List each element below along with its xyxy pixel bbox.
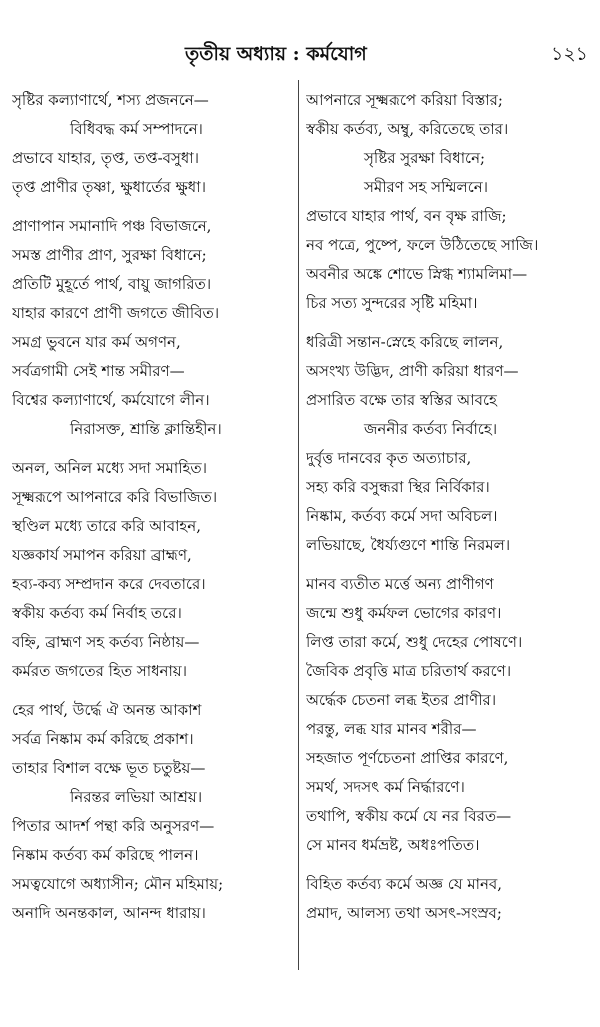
verse-line: সূক্ষ্মরূপে আপনারে করি বিভাজিত। (12, 488, 218, 506)
verse-line: সমগ্র ভুবনে যার কর্ম অগণন, (12, 333, 181, 351)
verse-line: বিধিবদ্ধ কর্ম সম্পাদনে। (70, 120, 203, 138)
verse-line: সমীরণ সহ সম্মিলনে। (364, 178, 489, 196)
verse-line: আপনারে সূক্ষ্মরূপে করিয়া বিস্তার; (306, 91, 503, 109)
verse-stanza (306, 870, 598, 928)
verse-line: সমর্থ, সদসৎ কর্ম নির্দ্ধারণে। (306, 778, 465, 796)
verse-line: তাহার বিশাল বক্ষে ভূত চতুষ্টয়— (12, 759, 206, 777)
verse-line: দুর্বৃত্ত দানবের কৃত অত্যাচার, (306, 449, 472, 467)
verse-line: নিরন্তর লভিয়া আশ্রয়। (70, 788, 203, 806)
verse-line: সর্বত্রগামী সেই শান্ত সমীরণ— (12, 362, 185, 380)
column-divider (298, 80, 299, 970)
page-header (0, 40, 600, 72)
verse-line: লভিয়াছে, ধৈর্য্যগুণে শান্তি নিরমল। (306, 536, 511, 554)
verse-line: স্বকীয় কর্তব্য, অম্বু, করিতেছে তার। (306, 120, 509, 138)
verse-line: স্থণ্ডিল মধ্যে তারে করি আবাহন, (12, 517, 202, 535)
verse-line: জৈবিক প্রবৃত্তি মাত্র চরিতার্থ করণে। (306, 662, 512, 680)
verse-line: হের পার্থ, উর্দ্ধে ঐ অনন্ত আকাশ (12, 701, 202, 719)
verse-line: বিহিত কর্তব্য কর্মে অজ্ঞ যে মানব, (306, 875, 503, 893)
verse-line: বিশ্বের কল্যাণার্থে, কর্মযোগে লীন। (12, 391, 210, 409)
verse-line: অনল, অনিল মধ্যে সদা সমাহিত। (12, 459, 208, 477)
verse-line: নিরাসক্ত, শ্রান্তি ক্লান্তিহীন। (70, 420, 222, 438)
verse-line: হব্য-কব্য সম্প্রদান করে দেবতারে। (12, 575, 206, 593)
verse-line: পিতার আদর্শ পন্থা করি অনুসরণ— (12, 817, 215, 835)
verse-line: কর্মরত জগতের হিত সাধনায়। (12, 662, 188, 680)
verse-line: প্রাণাপান সমানাদি পঞ্চ বিভাজনে, (12, 217, 212, 235)
verse-line: সমত্বযোগে অধ্যাসীন; মৌন মহিমায়; (12, 875, 224, 893)
verse-line: সমস্ত প্রাণীর প্রাণ, সুরক্ষা বিধানে; (12, 246, 207, 264)
verse-line: অর্দ্ধেক চেতনা লব্ধ ইতর প্রাণীর। (306, 691, 497, 709)
verse-line: স্বকীয় কর্তব্য কর্ম নির্বাহ তরে। (12, 604, 182, 622)
verse-stanza (306, 570, 598, 860)
verse-line: মানব ব্যতীত মর্ত্তে অন্য প্রাণীগণ (306, 575, 494, 593)
verse-line: লিপ্ত তারা কর্মে, শুধু দেহের পোষণে। (306, 633, 523, 651)
verse-line: প্রভাবে যাহার পার্থ, বন বৃক্ষ রাজি; (306, 207, 507, 225)
verse-line: যাহার কারণে প্রাণী জগতে জীবিত। (12, 304, 220, 322)
verse-line: বহ্নি, ব্রাহ্মণ সহ কর্তব্য নিষ্ঠায়— (12, 633, 200, 651)
verse-line: সে মানব ধর্মভ্রষ্ট, অধঃপতিত। (306, 836, 480, 854)
verse-line: প্রভাবে যাহার, তৃপ্ত, তপ্ত-বসুধা। (12, 149, 200, 167)
verse-stanza (306, 86, 598, 318)
verse-line: অসংখ্য উদ্ভিদ, প্রাণী করিয়া ধারণ— (306, 362, 519, 380)
verse-line: প্রসারিত বক্ষে তার স্বস্তির আবহে (306, 391, 497, 409)
verse-line: প্রতিটি মুহূর্তে পার্থ, বায়ু জাগরিত। (12, 275, 212, 293)
verse-line: যজ্ঞকার্য সমাপন করিয়া ব্রাহ্মণ, (12, 546, 192, 564)
verse-line: নব পত্রে, পুষ্পে, ফলে উঠিতেছে সাজি। (306, 236, 539, 254)
verse-line: পরন্তু, লব্ধ যার মানব শরীর— (306, 720, 477, 738)
left-column (12, 86, 304, 938)
verse-line: নিষ্কাম, কর্তব্য কর্মে সদা অবিচল। (306, 507, 498, 525)
verse-line: ধরিত্রী সন্তান-স্নেহে করিছে লালন, (306, 333, 504, 351)
verse-line: প্রমাদ, আলস্য তথা অসৎ-সংস্রব; (306, 904, 502, 922)
verse-line: চির সত্য সুন্দরের সৃষ্টি মহিমা। (306, 294, 478, 312)
right-column (306, 86, 598, 938)
verse-line: সহজাত পূর্ণচেতনা প্রাপ্তির কারণে, (306, 749, 509, 767)
chapter-title: তৃতীয় অধ্যায় : কর্মযোগ (185, 43, 367, 65)
verse-line: সৃষ্টির সুরক্ষা বিধানে; (364, 149, 486, 167)
verse-line: তৃপ্ত প্রাণীর তৃষ্ণা, ক্ষুধার্তের ক্ষুধা। (12, 178, 206, 196)
verse-line: জন্মে শুধু কর্মফল ভোগের কারণ। (306, 604, 502, 622)
verse-line: জননীর কর্তব্য নির্বাহে। (364, 420, 498, 438)
verse-line: সর্বত্র নিষ্কাম কর্ম করিছে প্রকাশ। (12, 730, 194, 748)
verse-line: অবনীর অঙ্কে শোভে স্নিগ্ধ শ্যামলিমা— (306, 265, 528, 283)
verse-stanza (12, 454, 304, 686)
verse-line: সৃষ্টির কল্যাণার্থে, শস্য প্রজননে— (12, 91, 209, 109)
verse-line: অনাদি অনন্তকাল, আনন্দ ধারায়। (12, 904, 206, 922)
verse-stanza (12, 212, 304, 444)
page-number: ১২১ (550, 43, 588, 65)
verse-line: সহ্য করি বসুন্ধরা স্থির নির্বিকার। (306, 478, 490, 496)
verse-stanza (12, 696, 304, 928)
verse-line: তথাপি, স্বকীয় কর্মে যে নর বিরত— (306, 807, 512, 825)
verse-stanza (12, 86, 304, 202)
verse-line: নিষ্কাম কর্তব্য কর্ম করিছে পালন। (12, 846, 199, 864)
verse-stanza (306, 328, 598, 560)
